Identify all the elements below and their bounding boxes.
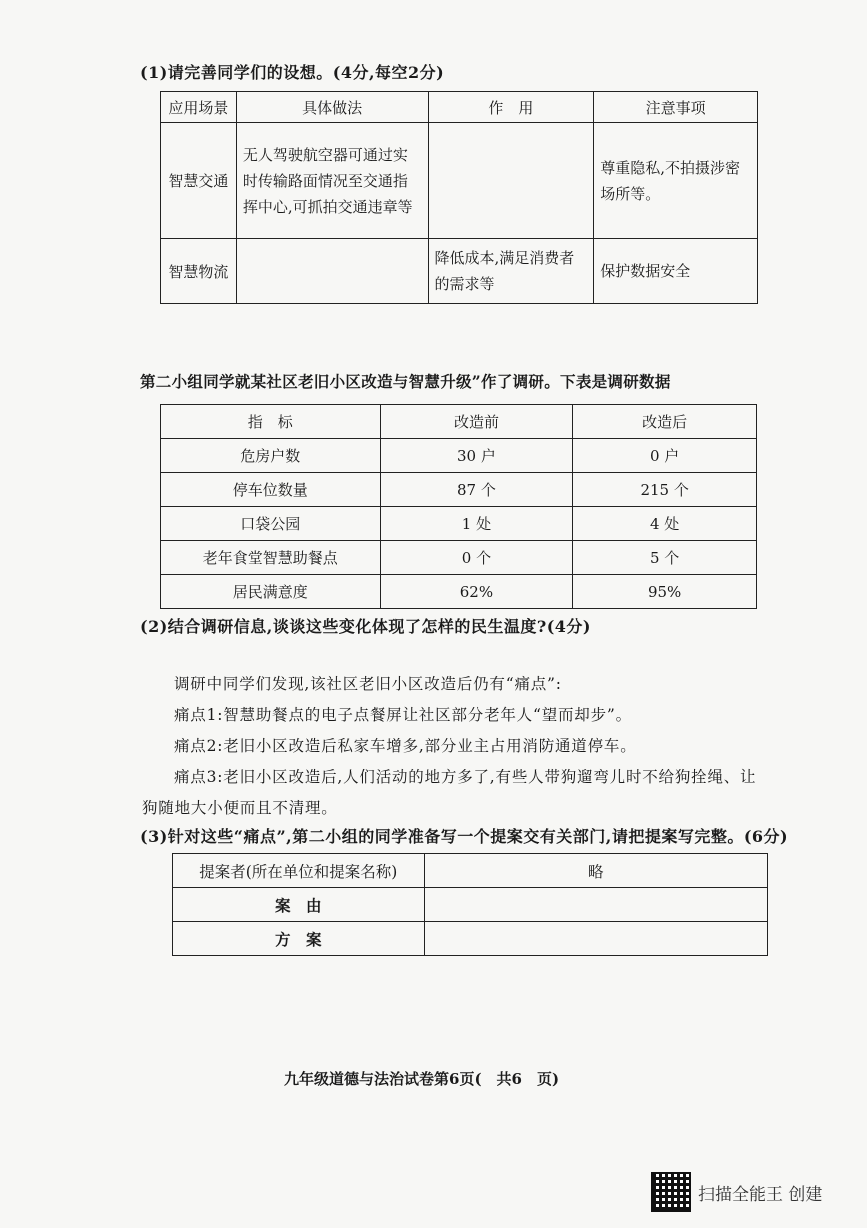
indicator-cell: 居民满意度 — [161, 575, 381, 609]
header-before: 改造前 — [380, 405, 573, 439]
pain-intro: 调研中同学们发现,该社区老旧小区改造后仍有“痛点”: — [174, 675, 562, 693]
pain-point-1: 痛点1:智慧助餐点的电子点餐屏让社区部分老年人“望而却步”。 — [174, 706, 632, 724]
indicator-cell: 口袋公园 — [161, 507, 381, 541]
table-row — [161, 473, 757, 507]
method-cell: 无人驾驶航空器可通过实时传输路面情况至交通指挥中心,可抓拍交通违章等 — [236, 123, 428, 239]
pain-point-3: 痛点3:老旧小区改造后,人们活动的地方多了,有些人带狗遛弯儿时不给狗拴绳、让 — [174, 768, 757, 786]
scene-cell: 智慧交通 — [161, 123, 237, 239]
table-row — [161, 541, 757, 575]
scanner-watermark: 扫描全能王 创建 — [698, 1185, 823, 1205]
page-footer: 九年级道德与法治试卷第6页( 共6 页) — [284, 1070, 560, 1088]
table-row — [161, 575, 757, 609]
table-row — [161, 507, 757, 541]
qr-code-icon — [651, 1172, 691, 1212]
question-3-prompt: (3)针对这些“痛点”,第二小组的同学准备写一个提案交有关部门,请把提案写完整。(6分) — [140, 827, 789, 846]
table-row — [173, 888, 768, 922]
after-cell: 0 户 — [573, 439, 757, 473]
header-method: 具体做法 — [236, 92, 428, 123]
answer-blank-method[interactable] — [236, 239, 428, 304]
answer-blank-effect[interactable] — [428, 123, 594, 239]
answer-blank-reason[interactable] — [424, 888, 767, 922]
survey-table-header — [161, 405, 757, 439]
q1-table-header — [161, 92, 758, 123]
indicator-cell: 老年食堂智慧助餐点 — [161, 541, 381, 575]
header-note: 注意事项 — [594, 92, 758, 123]
before-cell: 62% — [380, 575, 573, 609]
before-cell: 0 个 — [380, 541, 573, 575]
question-1-prompt: (1)请完善同学们的设想。(4分,每空2分) — [140, 63, 445, 82]
header-effect: 作 用 — [428, 92, 594, 123]
indicator-cell: 停车位数量 — [161, 473, 381, 507]
before-cell: 30 户 — [380, 439, 573, 473]
plan-label: 方 案 — [173, 922, 425, 956]
after-cell: 4 处 — [573, 507, 757, 541]
after-cell: 5 个 — [573, 541, 757, 575]
survey-intro: 第二小组同学就某社区老旧小区改造与智慧升级”作了调研。下表是调研数据 — [140, 372, 671, 391]
before-cell: 1 处 — [380, 507, 573, 541]
answer-blank-plan[interactable] — [424, 922, 767, 956]
proposer-value: 略 — [424, 854, 767, 888]
pain-point-2: 痛点2:老旧小区改造后私家车增多,部分业主占用消防通道停车。 — [174, 737, 637, 755]
table-row — [161, 239, 758, 304]
proposal-table — [172, 853, 768, 956]
scene-cell: 智慧物流 — [161, 239, 237, 304]
note-cell: 保护数据安全 — [594, 239, 758, 304]
header-scene: 应用场景 — [161, 92, 237, 123]
effect-cell: 降低成本,满足消费者的需求等 — [428, 239, 594, 304]
note-cell: 尊重隐私,不拍摄涉密场所等。 — [594, 123, 758, 239]
header-after: 改造后 — [573, 405, 757, 439]
table-row — [173, 922, 768, 956]
indicator-cell: 危房户数 — [161, 439, 381, 473]
pain-point-3-cont: 狗随地大小便而且不清理。 — [142, 799, 338, 817]
after-cell: 215 个 — [573, 473, 757, 507]
q1-table — [160, 91, 758, 304]
table-row — [161, 123, 758, 239]
before-cell: 87 个 — [380, 473, 573, 507]
after-cell: 95% — [573, 575, 757, 609]
reason-label: 案 由 — [173, 888, 425, 922]
table-row — [173, 854, 768, 888]
table-row — [161, 439, 757, 473]
survey-table — [160, 404, 757, 609]
proposer-label: 提案者(所在单位和提案名称) — [173, 854, 425, 888]
header-indicator: 指 标 — [161, 405, 381, 439]
question-2-prompt: (2)结合调研信息,谈谈这些变化体现了怎样的民生温度?(4分) — [140, 617, 591, 636]
